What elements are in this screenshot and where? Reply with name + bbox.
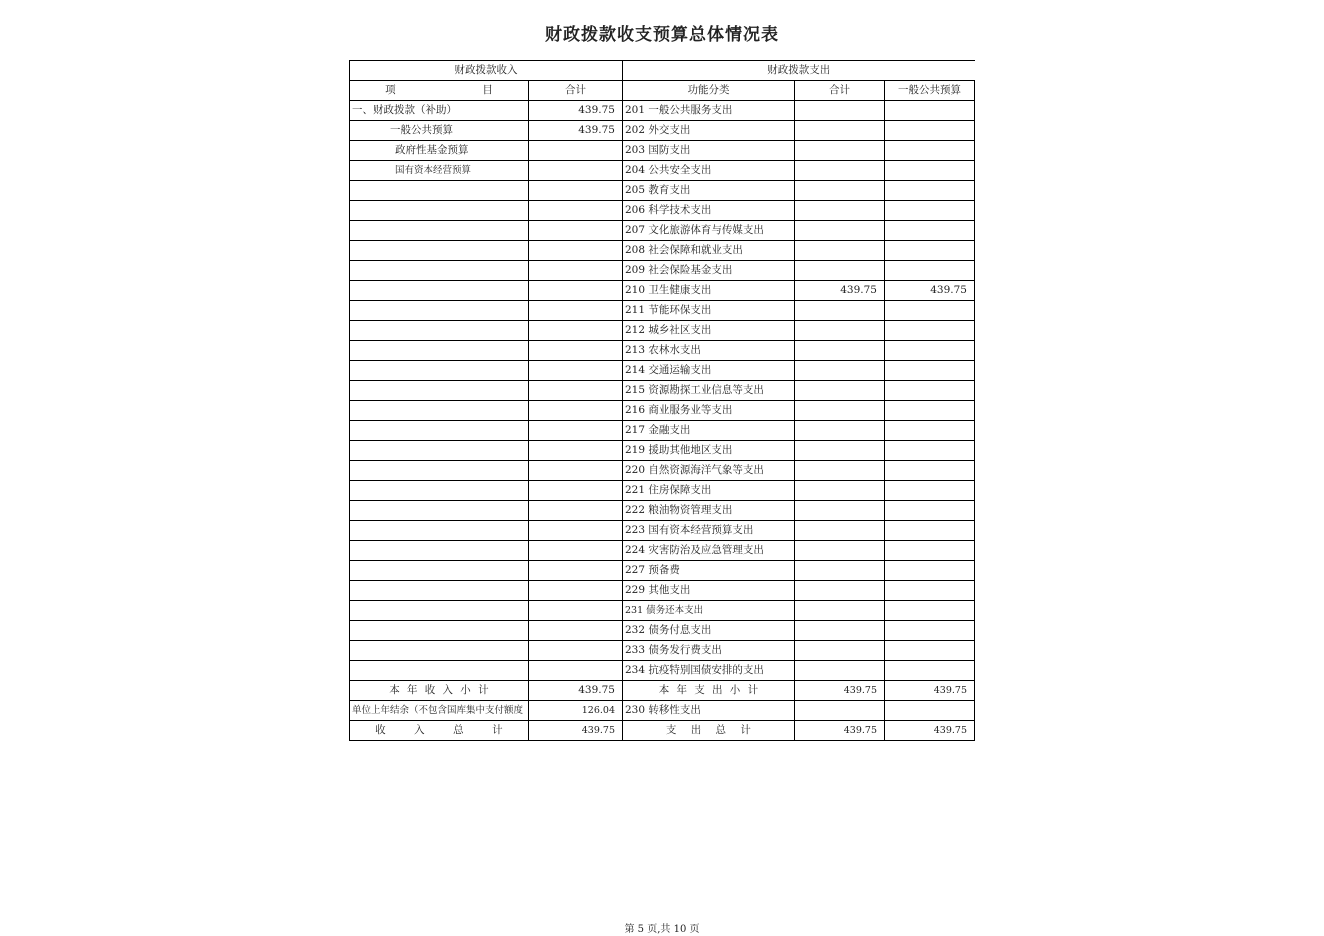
expense-total-cell bbox=[795, 701, 885, 721]
general-budget-cell bbox=[885, 521, 975, 541]
income-item-cell bbox=[350, 281, 529, 301]
table-row bbox=[350, 281, 975, 301]
income-item-cell bbox=[350, 501, 529, 521]
expense-total-cell bbox=[795, 141, 885, 161]
page-number: 第 5 页,共 10 页 bbox=[624, 924, 700, 935]
table-row bbox=[350, 361, 975, 381]
expense-total-cell bbox=[795, 261, 885, 281]
expense-total-cell bbox=[795, 661, 885, 681]
income-total-cell bbox=[529, 361, 623, 381]
income-item-cell bbox=[350, 401, 529, 421]
expense-total-cell bbox=[795, 241, 885, 261]
income-total-cell bbox=[529, 561, 623, 581]
table-row bbox=[350, 561, 975, 581]
table-row bbox=[350, 201, 975, 221]
table-row bbox=[350, 321, 975, 341]
expense-total-cell bbox=[795, 161, 885, 181]
general-budget-cell bbox=[885, 161, 975, 181]
income-total-cell: 439.75 bbox=[529, 121, 623, 141]
income-item-cell bbox=[350, 561, 529, 581]
general-budget-cell bbox=[885, 541, 975, 561]
income-total-cell bbox=[529, 401, 623, 421]
income-total-cell bbox=[529, 501, 623, 521]
income-total-cell bbox=[529, 421, 623, 441]
general-budget-column-header: 一般公共预算 bbox=[885, 81, 975, 101]
item-column-header: 项 目 bbox=[350, 81, 529, 101]
general-budget-cell bbox=[885, 501, 975, 521]
income-item-cell: 一般公共预算 bbox=[350, 121, 529, 141]
income-total-cell bbox=[529, 281, 623, 301]
income-total-cell bbox=[529, 321, 623, 341]
expense-item-cell: 223 国有资本经营预算支出 bbox=[623, 521, 795, 541]
expense-item-cell: 220 自然资源海洋气象等支出 bbox=[623, 461, 795, 481]
general-budget-cell bbox=[885, 481, 975, 501]
income-item-cell bbox=[350, 621, 529, 641]
income-total-cell bbox=[529, 621, 623, 641]
table-row bbox=[350, 461, 975, 481]
income-total-cell bbox=[529, 201, 623, 221]
expense-item-cell: 233 债务发行费支出 bbox=[623, 641, 795, 661]
expense-item-cell: 215 资源勘探工业信息等支出 bbox=[623, 381, 795, 401]
income-total-cell bbox=[529, 141, 623, 161]
income-total-cell bbox=[529, 541, 623, 561]
table-row bbox=[350, 221, 975, 241]
carryover-row bbox=[350, 701, 975, 721]
income-total-cell bbox=[529, 441, 623, 461]
expense-item-cell: 209 社会保险基金支出 bbox=[623, 261, 795, 281]
general-budget-cell bbox=[885, 401, 975, 421]
table-row bbox=[350, 121, 975, 141]
expense-total-cell bbox=[795, 581, 885, 601]
general-budget-cell bbox=[885, 261, 975, 281]
expense-item-cell: 207 文化旅游体育与传媒支出 bbox=[623, 221, 795, 241]
income-item-cell: 国有资本经营预算 bbox=[350, 161, 529, 181]
income-item-cell bbox=[350, 581, 529, 601]
income-total-cell bbox=[529, 161, 623, 181]
income-item-cell bbox=[350, 341, 529, 361]
income-item-cell bbox=[350, 461, 529, 481]
general-budget-cell bbox=[885, 141, 975, 161]
income-total-column-header: 合计 bbox=[529, 81, 623, 101]
expense-total-cell bbox=[795, 641, 885, 661]
income-item-cell bbox=[350, 221, 529, 241]
expense-total-cell bbox=[795, 101, 885, 121]
expense-total-cell bbox=[795, 361, 885, 381]
table-row bbox=[350, 661, 975, 681]
general-budget-cell bbox=[885, 301, 975, 321]
table-row bbox=[350, 161, 975, 181]
general-budget-cell bbox=[885, 101, 975, 121]
table-row bbox=[350, 141, 975, 161]
table-row bbox=[350, 241, 975, 261]
table-row bbox=[350, 181, 975, 201]
expense-item-cell: 231 债务还本支出 bbox=[623, 601, 795, 621]
income-total-cell bbox=[529, 641, 623, 661]
table-row bbox=[350, 621, 975, 641]
income-label-cell: 单位上年结余（不包含国库集中支付额度 bbox=[350, 701, 529, 721]
income-total-cell: 439.75 bbox=[529, 681, 623, 701]
general-budget-cell bbox=[885, 701, 975, 721]
income-total-cell bbox=[529, 481, 623, 501]
expense-item-cell: 234 抗疫特别国债安排的支出 bbox=[623, 661, 795, 681]
table-row bbox=[350, 581, 975, 601]
income-label-cell: 收 入 总 计 bbox=[350, 721, 529, 741]
expense-total-cell bbox=[795, 601, 885, 621]
income-item-cell bbox=[350, 521, 529, 541]
table-row bbox=[350, 501, 975, 521]
income-item-cell bbox=[350, 181, 529, 201]
table-row bbox=[350, 261, 975, 281]
group-header-row bbox=[350, 61, 975, 81]
expense-total-cell bbox=[795, 461, 885, 481]
income-item-cell bbox=[350, 481, 529, 501]
income-item-cell bbox=[350, 541, 529, 561]
income-item-cell: 一、财政拨款（补助） bbox=[350, 101, 529, 121]
expense-item-cell: 213 农林水支出 bbox=[623, 341, 795, 361]
table-row bbox=[350, 341, 975, 361]
general-budget-cell bbox=[885, 561, 975, 581]
general-budget-cell bbox=[885, 221, 975, 241]
income-total-cell: 126.04 bbox=[529, 701, 623, 721]
income-item-cell bbox=[350, 421, 529, 441]
expense-item-cell: 210 卫生健康支出 bbox=[623, 281, 795, 301]
general-budget-cell bbox=[885, 321, 975, 341]
expense-item-cell: 216 商业服务业等支出 bbox=[623, 401, 795, 421]
grand-total-row bbox=[350, 721, 975, 741]
expense-item-cell: 217 金融支出 bbox=[623, 421, 795, 441]
general-budget-cell bbox=[885, 581, 975, 601]
general-budget-cell bbox=[885, 601, 975, 621]
income-item-cell bbox=[350, 301, 529, 321]
income-item-cell bbox=[350, 241, 529, 261]
income-total-cell bbox=[529, 241, 623, 261]
expense-item-cell: 222 粮油物资管理支出 bbox=[623, 501, 795, 521]
expense-total-cell bbox=[795, 341, 885, 361]
expense-item-cell: 206 科学技术支出 bbox=[623, 201, 795, 221]
expense-item-cell: 201 一般公共服务支出 bbox=[623, 101, 795, 121]
income-total-cell bbox=[529, 181, 623, 201]
expense-total-cell: 439.75 bbox=[795, 681, 885, 701]
income-item-cell bbox=[350, 321, 529, 341]
income-label-cell: 本 年 收 入 小 计 bbox=[350, 681, 529, 701]
income-total-cell bbox=[529, 381, 623, 401]
expense-total-cell bbox=[795, 381, 885, 401]
expense-item-cell: 232 债务付息支出 bbox=[623, 621, 795, 641]
column-header-row bbox=[350, 81, 975, 101]
expense-item-cell: 214 交通运输支出 bbox=[623, 361, 795, 381]
table-row bbox=[350, 401, 975, 421]
expense-total-cell bbox=[795, 121, 885, 141]
expense-total-cell bbox=[795, 441, 885, 461]
income-total-cell bbox=[529, 341, 623, 361]
expense-item-cell: 212 城乡社区支出 bbox=[623, 321, 795, 341]
income-total-cell bbox=[529, 461, 623, 481]
expense-item-cell: 208 社会保障和就业支出 bbox=[623, 241, 795, 261]
income-total-cell bbox=[529, 521, 623, 541]
expense-item-cell: 205 教育支出 bbox=[623, 181, 795, 201]
function-class-column-header: 功能分类 bbox=[623, 81, 795, 101]
expense-total-cell bbox=[795, 501, 885, 521]
table-row bbox=[350, 381, 975, 401]
expense-total-cell bbox=[795, 181, 885, 201]
income-item-cell bbox=[350, 381, 529, 401]
general-budget-cell bbox=[885, 441, 975, 461]
general-budget-cell bbox=[885, 361, 975, 381]
general-budget-cell bbox=[885, 181, 975, 201]
income-item-cell bbox=[350, 261, 529, 281]
expense-item-cell: 203 国防支出 bbox=[623, 141, 795, 161]
table-row bbox=[350, 521, 975, 541]
expense-total-cell: 439.75 bbox=[795, 721, 885, 741]
general-budget-cell bbox=[885, 421, 975, 441]
expense-item-cell: 202 外交支出 bbox=[623, 121, 795, 141]
expense-total-cell bbox=[795, 401, 885, 421]
general-budget-cell bbox=[885, 621, 975, 641]
income-item-cell bbox=[350, 641, 529, 661]
expense-total-cell bbox=[795, 421, 885, 441]
income-total-cell bbox=[529, 221, 623, 241]
expense-group-header: 财政拨款支出 bbox=[623, 61, 975, 81]
income-total-cell bbox=[529, 301, 623, 321]
general-budget-cell bbox=[885, 121, 975, 141]
expense-total-cell bbox=[795, 541, 885, 561]
income-total-cell: 439.75 bbox=[529, 101, 623, 121]
income-item-cell bbox=[350, 601, 529, 621]
page-title: 财政拨款收支预算总体情况表 bbox=[545, 25, 779, 45]
general-budget-cell bbox=[885, 661, 975, 681]
general-budget-cell: 439.75 bbox=[885, 281, 975, 301]
expense-total-cell bbox=[795, 321, 885, 341]
general-budget-cell bbox=[885, 201, 975, 221]
income-group-header: 财政拨款收入 bbox=[350, 61, 623, 81]
expense-total-cell bbox=[795, 561, 885, 581]
expense-item-cell: 204 公共安全支出 bbox=[623, 161, 795, 181]
expense-total-column-header: 合计 bbox=[795, 81, 885, 101]
table-row bbox=[350, 481, 975, 501]
table-row bbox=[350, 421, 975, 441]
expense-label-cell: 本 年 支 出 小 计 bbox=[623, 681, 795, 701]
income-item-cell bbox=[350, 441, 529, 461]
income-item-cell bbox=[350, 361, 529, 381]
income-item-cell: 政府性基金预算 bbox=[350, 141, 529, 161]
table-row bbox=[350, 301, 975, 321]
expense-item-cell: 224 灾害防治及应急管理支出 bbox=[623, 541, 795, 561]
expense-total-cell bbox=[795, 221, 885, 241]
table-row bbox=[350, 541, 975, 561]
table-row bbox=[350, 101, 975, 121]
table-row bbox=[350, 601, 975, 621]
expense-total-cell bbox=[795, 521, 885, 541]
income-total-cell bbox=[529, 601, 623, 621]
income-total-cell: 439.75 bbox=[529, 721, 623, 741]
expense-item-cell: 229 其他支出 bbox=[623, 581, 795, 601]
expense-total-cell bbox=[795, 481, 885, 501]
expense-total-cell bbox=[795, 621, 885, 641]
expense-total-cell bbox=[795, 201, 885, 221]
table-row bbox=[350, 441, 975, 461]
expense-item-cell: 211 节能环保支出 bbox=[623, 301, 795, 321]
income-total-cell bbox=[529, 261, 623, 281]
general-budget-cell bbox=[885, 461, 975, 481]
expense-label-cell: 支 出 总 计 bbox=[623, 721, 795, 741]
general-budget-cell bbox=[885, 241, 975, 261]
expense-total-cell bbox=[795, 301, 885, 321]
table-row bbox=[350, 641, 975, 661]
expense-item-cell: 221 住房保障支出 bbox=[623, 481, 795, 501]
general-budget-cell: 439.75 bbox=[885, 681, 975, 701]
income-item-cell bbox=[350, 661, 529, 681]
income-item-cell bbox=[350, 201, 529, 221]
general-budget-cell bbox=[885, 381, 975, 401]
general-budget-cell bbox=[885, 341, 975, 361]
subtotal-row bbox=[350, 681, 975, 701]
expense-item-cell: 227 预备费 bbox=[623, 561, 795, 581]
general-budget-cell: 439.75 bbox=[885, 721, 975, 741]
expense-item-cell: 219 援助其他地区支出 bbox=[623, 441, 795, 461]
income-total-cell bbox=[529, 581, 623, 601]
expense-total-cell: 439.75 bbox=[795, 281, 885, 301]
general-budget-cell bbox=[885, 641, 975, 661]
budget-table bbox=[349, 60, 975, 741]
income-total-cell bbox=[529, 661, 623, 681]
expense-label-cell: 230 转移性支出 bbox=[623, 701, 795, 721]
